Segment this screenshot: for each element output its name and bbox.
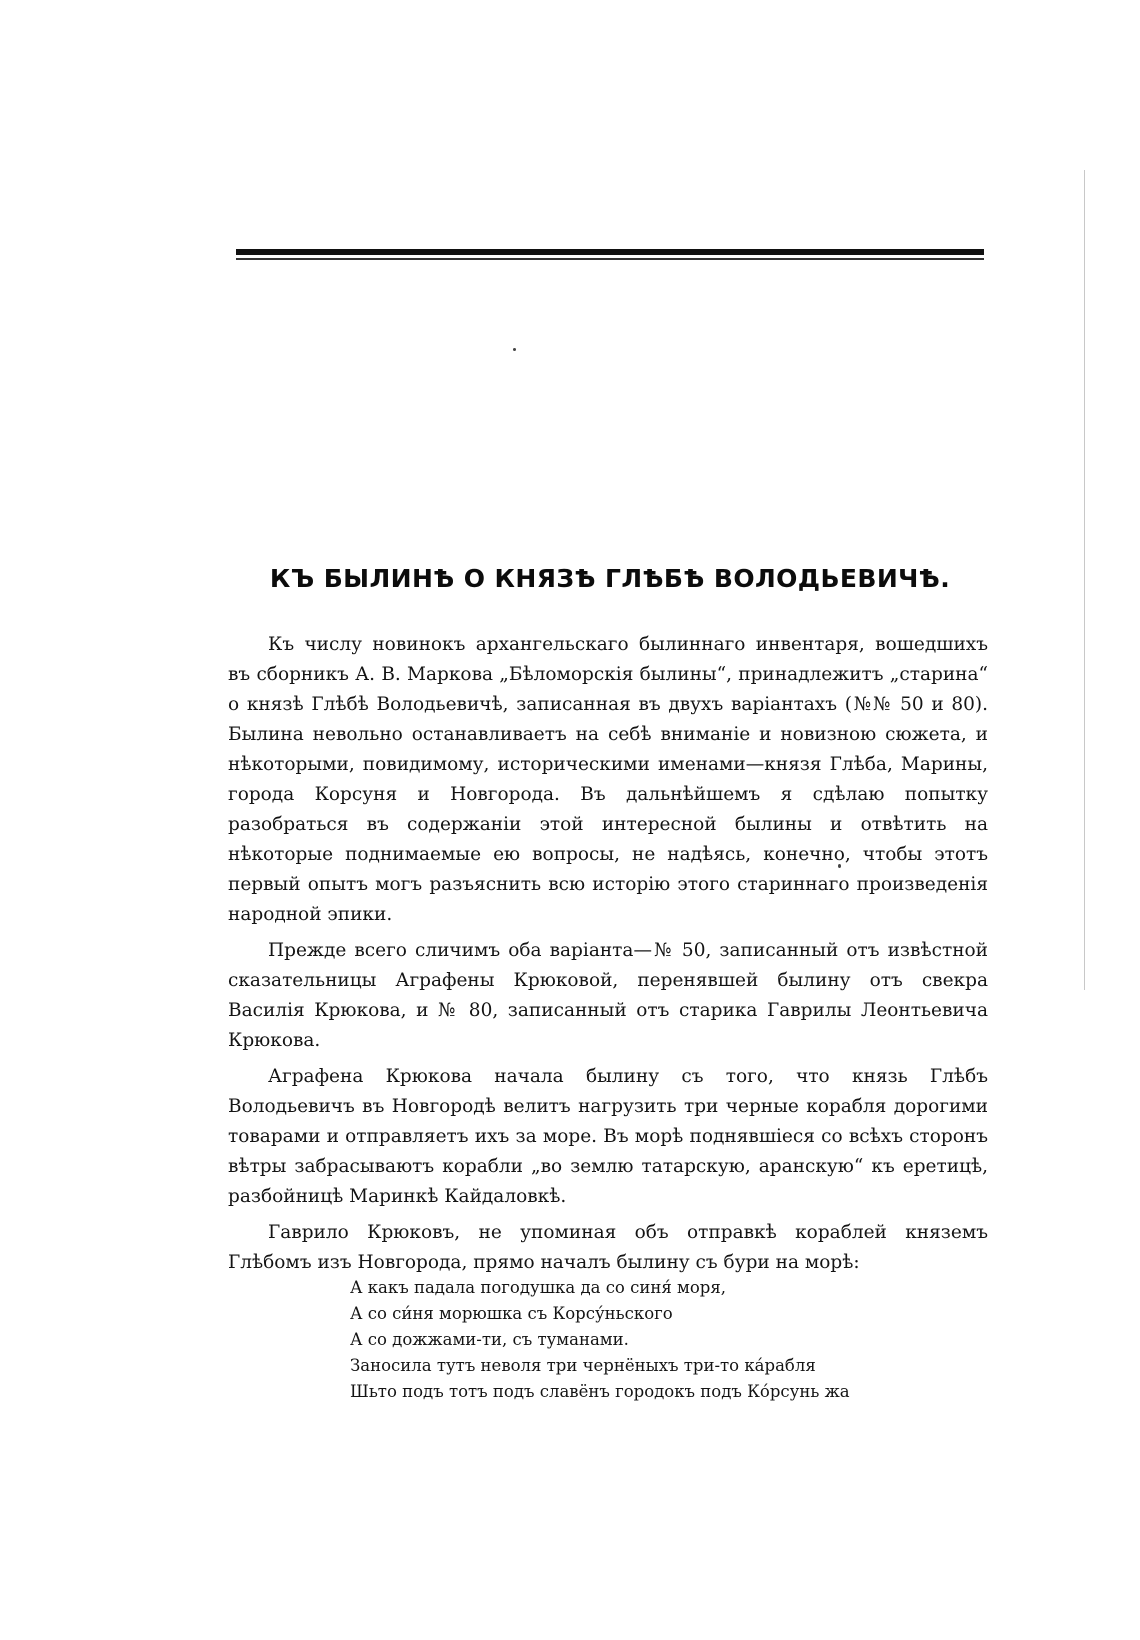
header-rule-thick [236, 249, 984, 255]
article-body [228, 630, 988, 1278]
paragraph-1: Къ числу новинокъ архангельскаго былиннаго инвентаря, вошедшихъ въ сборникъ А. В. Маркова „Бѣломорскія былины“, принадлежитъ „старина“ о князѣ Глѣбѣ Володьевичѣ, записанная въ двухъ варіантахъ (№№ 50 и 80). Былина невольно останавливаетъ на себѣ вниманіе и новизною сюжета, и нѣкоторыми, повидимому, историческими именами—князя Глѣба, Марины, города Корсуня и Новгорода. Въ дальнѣйшемъ я сдѣлаю попытку разобраться въ содержаніи этой интересной былины и отвѣтить на нѣкоторые поднимаемые ею вопросы, не надѣясь, конечно, чтобы этотъ первый опытъ могъ разъяснить всю исторію этого стариннаго произведенія народной эпики. [228, 634, 988, 925]
scan-edge-line [1084, 170, 1085, 990]
verse-line-2: А со си́ня морюшка съ Корсу́ньского [350, 1304, 673, 1323]
print-speck [513, 348, 516, 351]
verse-quote [350, 1275, 950, 1405]
paragraph-3: Аграфена Крюкова начала былину съ того, что князь Глѣбъ Володьевичъ въ Новгородѣ велитъ нагрузить три черные корабля дорогими товарами и отправляетъ ихъ за море. Въ морѣ поднявшіеся со всѣхъ сторонъ вѣтры забрасываютъ корабли „во землю татарскую, аранскую“ къ еретицѣ, разбойницѣ Маринкѣ Кайдаловкѣ. [228, 1066, 988, 1207]
paragraph-2: Прежде всего сличимъ оба варіанта—№ 50, записанный отъ извѣстной сказательницы Аграфены Крюковой, перенявшей былину отъ свекра Василія Крюкова, и № 80, записанный отъ старика Гаврилы Леонтьевича Крюкова. [228, 940, 988, 1051]
verse-line-5: Шьто подъ тотъ подъ славёнъ городокъ подъ Ко́рсунь жа [350, 1382, 850, 1401]
verse-line-1: А какъ падала погодушка да со синя́ моря, [350, 1278, 726, 1297]
article-title: КЪ БЫЛИНѢ О КНЯЗѢ ГЛѢБѢ ВОЛОДЬЕВИЧѢ. [269, 564, 951, 593]
paragraph-4: Гаврило Крюковъ, не упоминая объ отправкѣ кораблей княземъ Глѣбомъ изъ Новгорода, прямо началъ былину съ бури на морѣ: [228, 1222, 988, 1273]
header-rule-thin [236, 258, 984, 260]
verse-line-3: А со дожжами-ти, съ туманами. [350, 1330, 629, 1349]
verse-line-4: Заносила тутъ неволя три чернёныхъ три-то ка́рабля [350, 1356, 816, 1375]
